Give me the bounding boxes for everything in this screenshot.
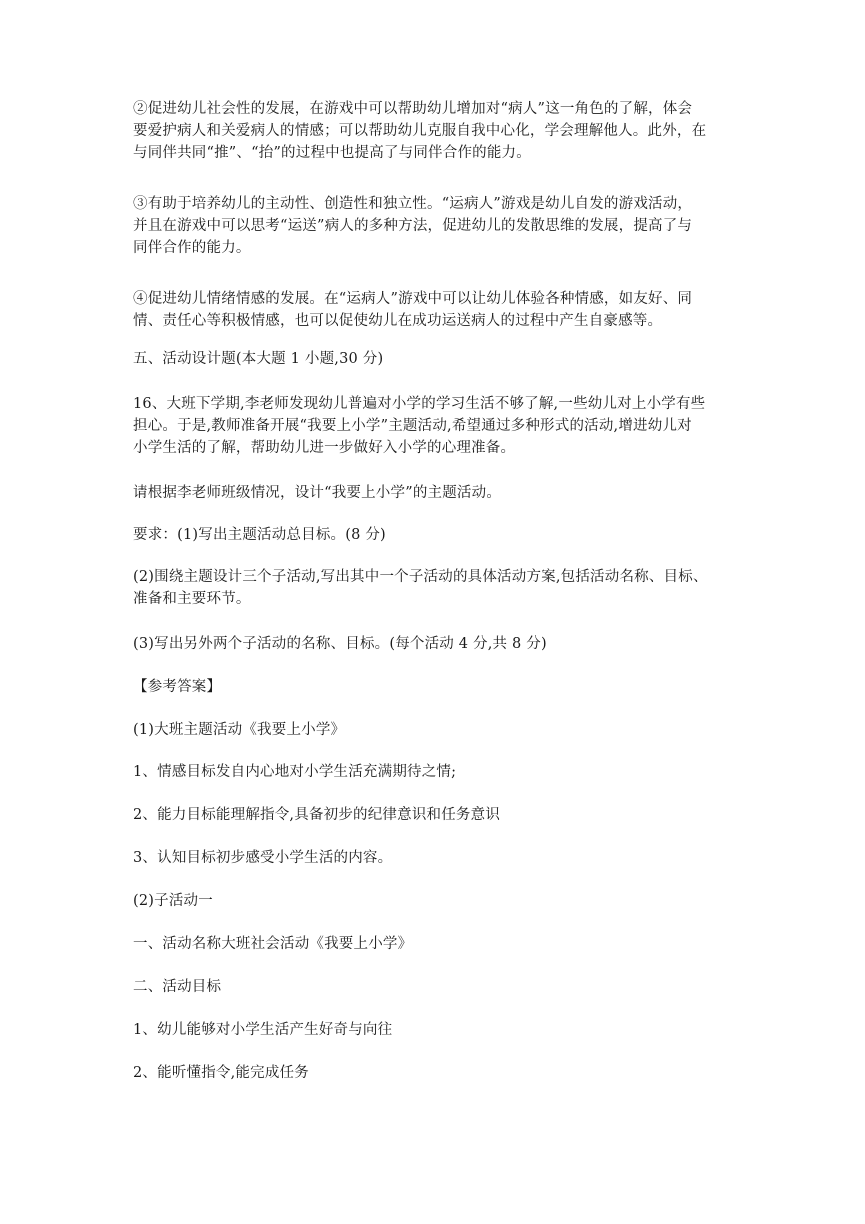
text-line: 1、情感目标发自内心地对小学生活充满期待之情; (133, 764, 457, 780)
text-line: 2、能力目标能理解指令,具备初步的纪律意识和任务意识 (133, 807, 501, 823)
text-line: 五、活动设计题(本大题 1 小题,30 分) (133, 351, 384, 367)
paragraph-initiative (133, 193, 743, 259)
text-line: (3)写出另外两个子活动的名称、目标。(每个活动 4 分,共 8 分) (133, 636, 547, 652)
text-line: 准备和主要环节。 (133, 591, 251, 607)
goal-cognition (133, 847, 743, 869)
text-line: (2)子活动一 (133, 893, 213, 909)
text-line: ②促进幼儿社会性的发展，在游戏中可以帮助幼儿增加对“病人”这一角色的了解，体会 (133, 101, 693, 117)
text-line: 与同伴共同“推”、“抬”的过程中也提高了与同伴合作的能力。 (133, 145, 531, 161)
requirement-2 (133, 566, 743, 610)
text-line: ④促进幼儿情绪情感的发展。在“运病人”游戏中可以让幼儿体验各种情感，如友好、同 (133, 291, 693, 307)
answer-theme (133, 719, 743, 741)
requirement-3 (133, 633, 743, 655)
text-line: 要求：(1)写出主题活动总目标。(8 分) (133, 527, 386, 543)
text-line: (1)大班主题活动《我要上小学》 (133, 722, 346, 738)
text-line: 【参考答案】 (133, 679, 222, 695)
activity-goal-1 (133, 1019, 743, 1041)
text-line: 16、大班下学期,李老师发现幼儿普遍对小学的学习生活不够了解,一些幼儿对上小学有些 (133, 396, 706, 412)
paragraph-social-development (133, 98, 743, 164)
text-line: ③有助于培养幼儿的主动性、创造性和独立性。“运病人”游戏是幼儿自发的游戏活动， (133, 196, 693, 212)
activity-goal-2 (133, 1062, 743, 1084)
question-16 (133, 393, 743, 459)
activity-goals-heading (133, 976, 743, 998)
goal-ability (133, 804, 743, 826)
text-line: 2、能听懂指令,能完成任务 (133, 1065, 309, 1081)
text-line: (2)围绕主题设计三个子活动,写出其中一个子活动的具体活动方案,包括活动名称、目标、 (133, 569, 708, 585)
text-line: 1、幼儿能够对小学生活产生好奇与向往 (133, 1022, 393, 1038)
goal-emotion (133, 761, 743, 783)
text-line: 要爱护病人和关爱病人的情感；可以帮助幼儿克服自我中心化，学会理解他人。此外，在 (133, 123, 707, 139)
text-line: 小学生活的了解，帮助幼儿进一步做好入小学的心理准备。 (133, 440, 516, 456)
text-line: 同伴合作的能力。 (133, 240, 251, 256)
requirement-1 (133, 524, 743, 546)
activity-name (133, 933, 743, 955)
sub-activity-1 (133, 890, 743, 912)
text-line: 情、责任心等积极情感，也可以促使幼儿在成功运送病人的过程中产生自豪感等。 (133, 313, 663, 329)
section-heading (133, 348, 743, 370)
text-line: 担心。于是,教师准备开展“我要上小学”主题活动,希望通过多种形式的活动,增进幼儿对 (133, 418, 692, 434)
text-line: 一、活动名称大班社会活动《我要上小学》 (133, 936, 413, 952)
instruction (133, 482, 743, 504)
text-line: 二、活动目标 (133, 979, 222, 995)
text-line: 并且在游戏中可以思考“运送”病人的多种方法，促进幼儿的发散思维的发展，提高了与 (133, 218, 693, 234)
text-line: 请根据李老师班级情况，设计“我要上小学”的主题活动。 (133, 485, 502, 501)
paragraph-emotion (133, 288, 743, 332)
answer-heading (133, 676, 743, 698)
text-line: 3、认知目标初步感受小学生活的内容。 (133, 850, 393, 866)
